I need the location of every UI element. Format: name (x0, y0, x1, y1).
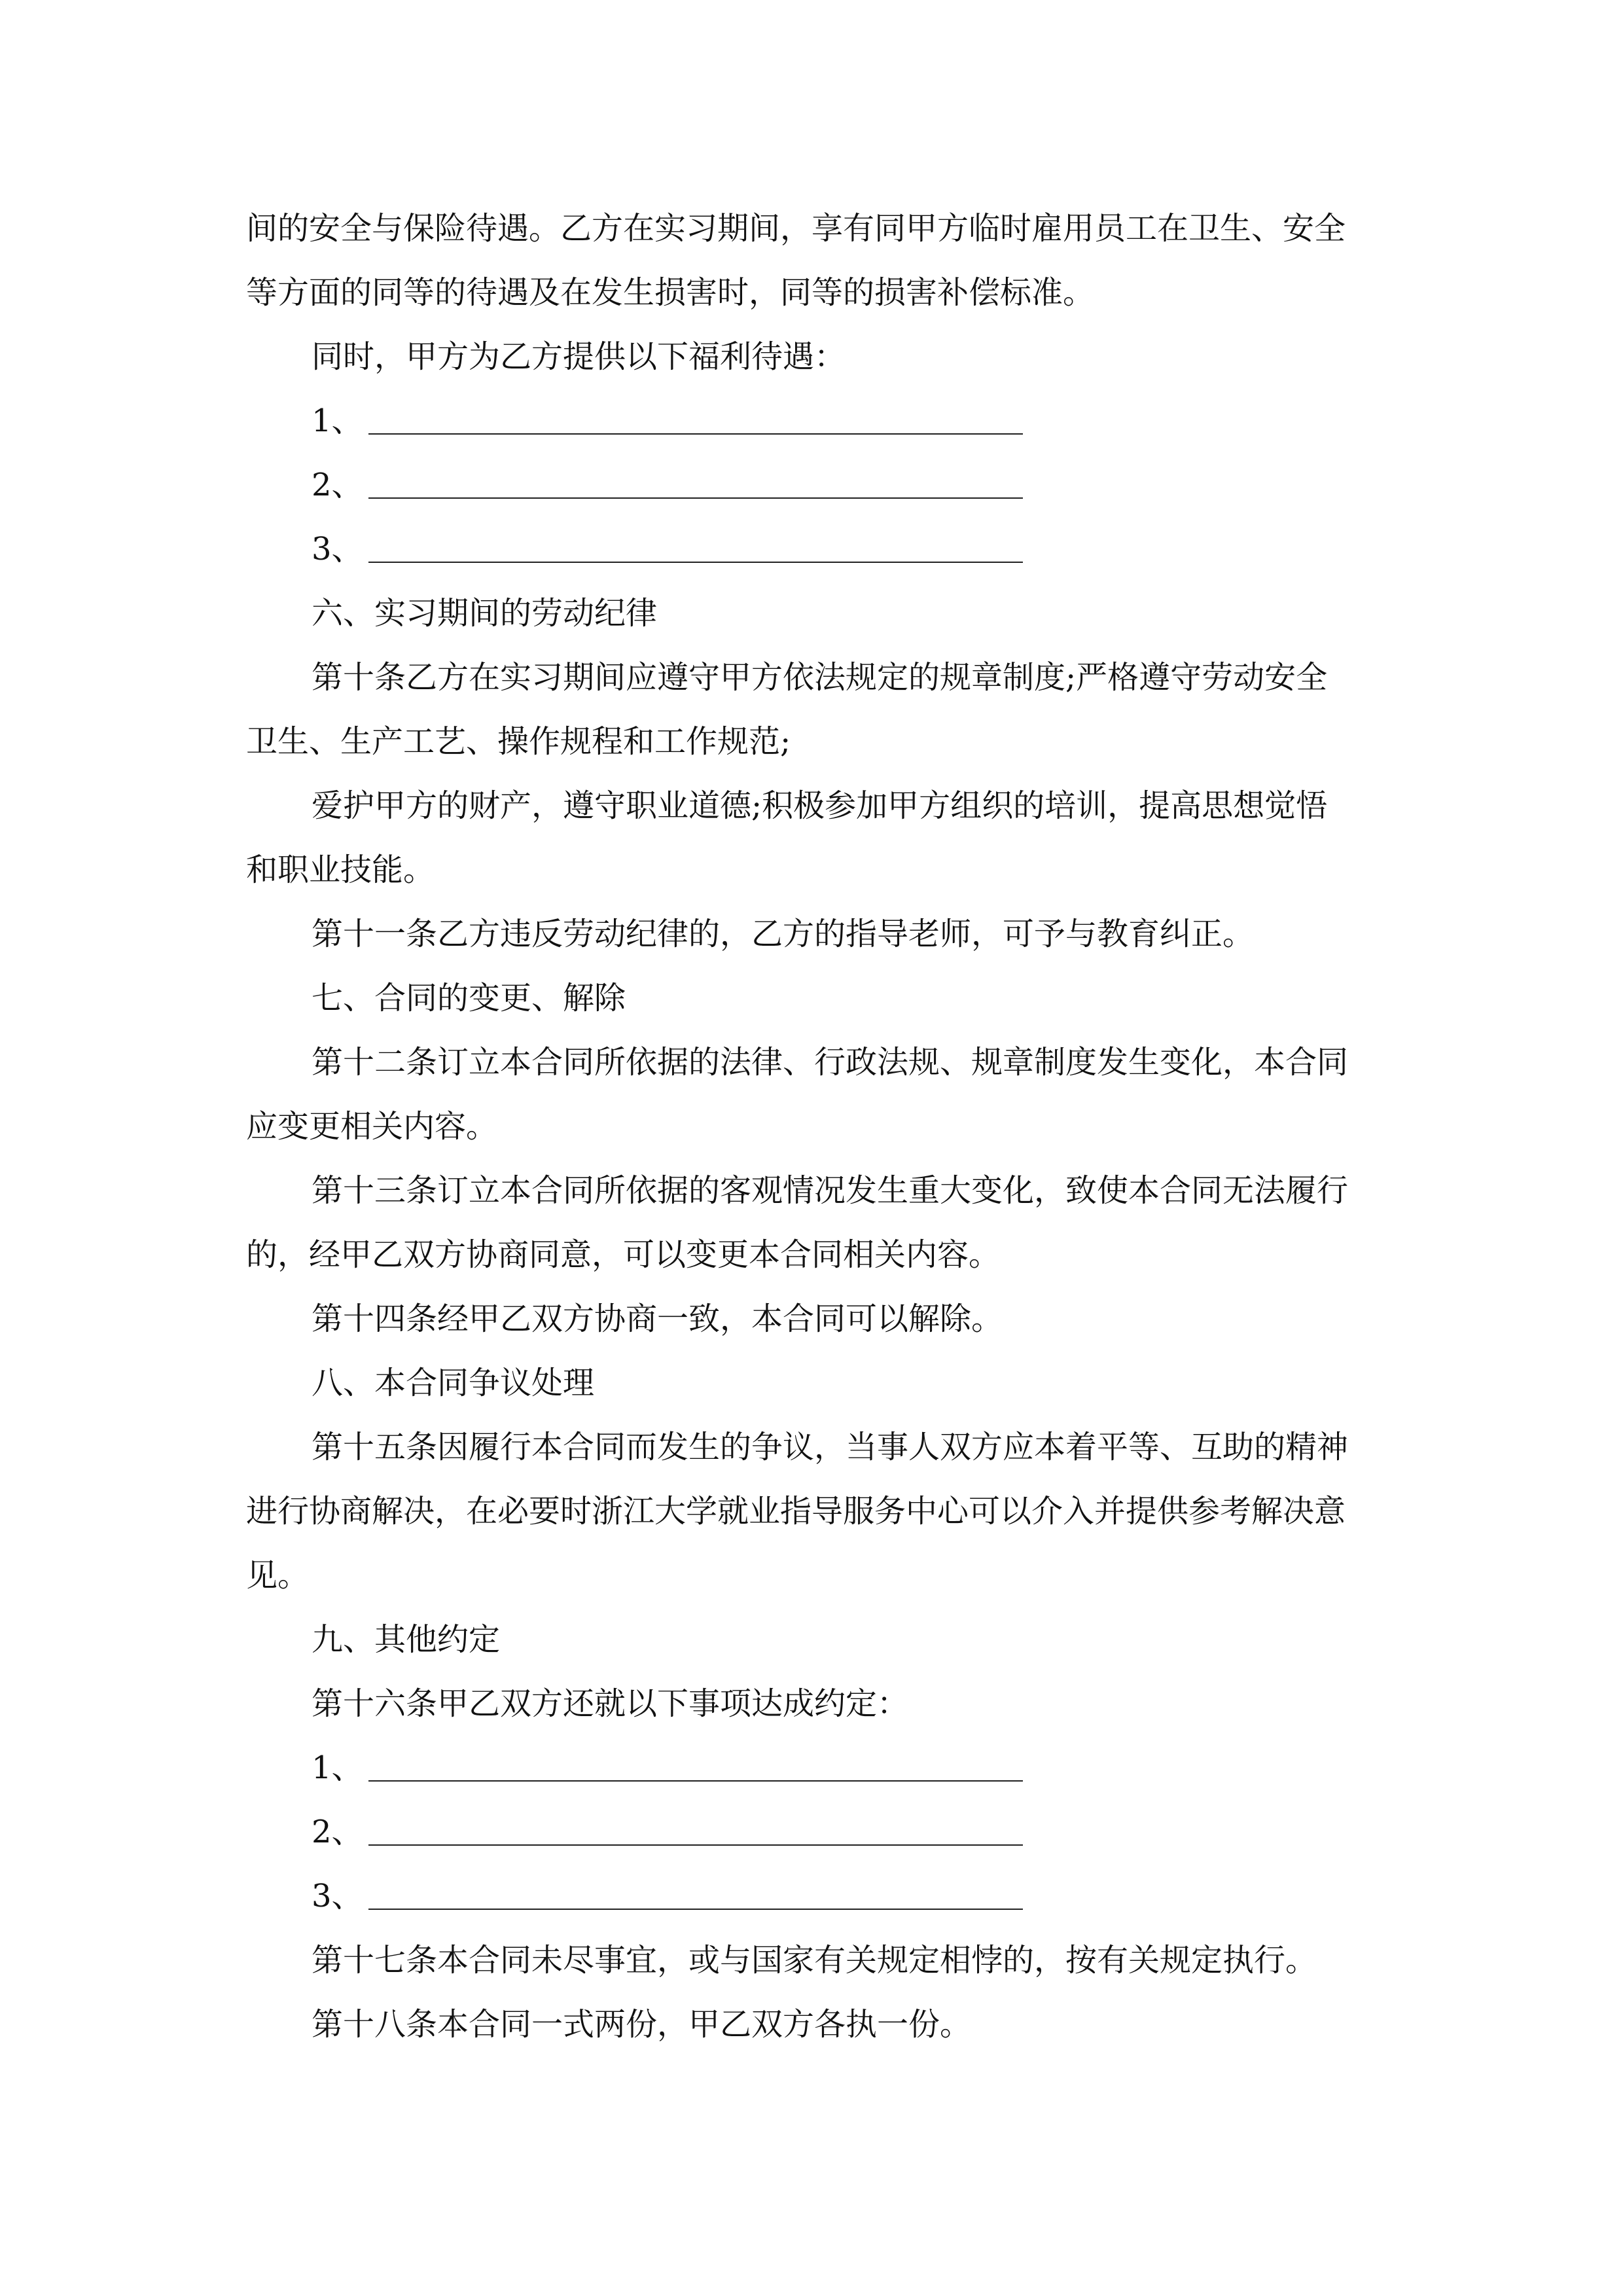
blank-item (246, 1800, 1378, 1864)
blank-fill-line (368, 562, 1023, 563)
blank-item-number: 3、 (312, 531, 363, 567)
body-text-line: 爱护甲方的财产，遵守职业道德;积极参加甲方组织的培训，提高思想觉悟 (312, 787, 1328, 824)
section-heading: 七、合同的变更、解除 (312, 980, 626, 1016)
body-text-line: 卫生、生产工艺、操作规程和工作规范; (246, 723, 791, 760)
body-text-line: 第十六条甲乙双方还就以下事项达成约定： (312, 1685, 909, 1722)
body-text-line: 第十四条经甲乙双方协商一致，本合同可以解除。 (312, 1300, 1003, 1337)
blank-item-number: 1、 (312, 1749, 363, 1786)
blank-fill-line (368, 1844, 1023, 1846)
body-text-line: 第十二条订立本合同所依据的法律、行政法规、规章制度发生变化，本合同 (312, 1044, 1349, 1081)
blank-item-number: 3、 (312, 1878, 363, 1914)
body-text-line: 进行协商解决，在必要时浙江大学就业指导服务中心可以介入并提供参考解决意 (246, 1493, 1346, 1530)
blank-item (246, 1864, 1378, 1928)
body-text-line: 的，经甲乙双方协商同意，可以变更本合同相关内容。 (246, 1236, 1001, 1273)
section-heading: 九、其他约定 (312, 1621, 501, 1658)
blank-item (246, 1736, 1378, 1800)
body-text-line: 第十三条订立本合同所依据的客观情况发生重大变化，致使本合同无法履行 (312, 1172, 1349, 1209)
body-text-line: 等方面的同等的待遇及在发生损害时，同等的损害补偿标准。 (246, 274, 1095, 311)
body-text-line: 第十五条因履行本合同而发生的争议，当事人双方应本着平等、互助的精神 (312, 1429, 1349, 1465)
blank-item (246, 389, 1378, 453)
section-heading: 六、实习期间的劳动纪律 (312, 595, 658, 632)
blank-item-number: 2、 (312, 467, 363, 503)
body-text-line: 第十一条乙方违反劳动纪律的，乙方的指导老师，可予与教育纠正。 (312, 916, 1255, 952)
body-text-line: 第十条乙方在实习期间应遵守甲方依法规定的规章制度;严格遵守劳动安全 (312, 659, 1328, 696)
blank-item (246, 453, 1378, 517)
body-text-line: 第十八条本合同一式两份，甲乙双方各执一份。 (312, 2006, 972, 2043)
blank-fill-line (368, 433, 1023, 435)
body-text-line: 间的安全与保险待遇。乙方在实习期间，享有同甲方临时雇用员工在卫生、安全 (246, 210, 1346, 247)
blank-item-number: 2、 (312, 1814, 363, 1850)
body-text-line: 第十七条本合同未尽事宜，或与国家有关规定相悖的，按有关规定执行。 (312, 1942, 1317, 1979)
body-text-line: 见。 (246, 1557, 310, 1594)
document-page (246, 196, 1378, 2056)
blank-fill-line (368, 1909, 1023, 1910)
section-heading: 八、本合同争议处理 (312, 1365, 595, 1401)
body-text-line: 和职业技能。 (246, 852, 435, 888)
blank-fill-line (368, 497, 1023, 499)
body-text-line: 同时，甲方为乙方提供以下福利待遇： (312, 338, 846, 375)
blank-fill-line (368, 1780, 1023, 1782)
blank-item (246, 517, 1378, 581)
blank-item-number: 1、 (312, 403, 363, 439)
body-text-line: 应变更相关内容。 (246, 1108, 498, 1145)
